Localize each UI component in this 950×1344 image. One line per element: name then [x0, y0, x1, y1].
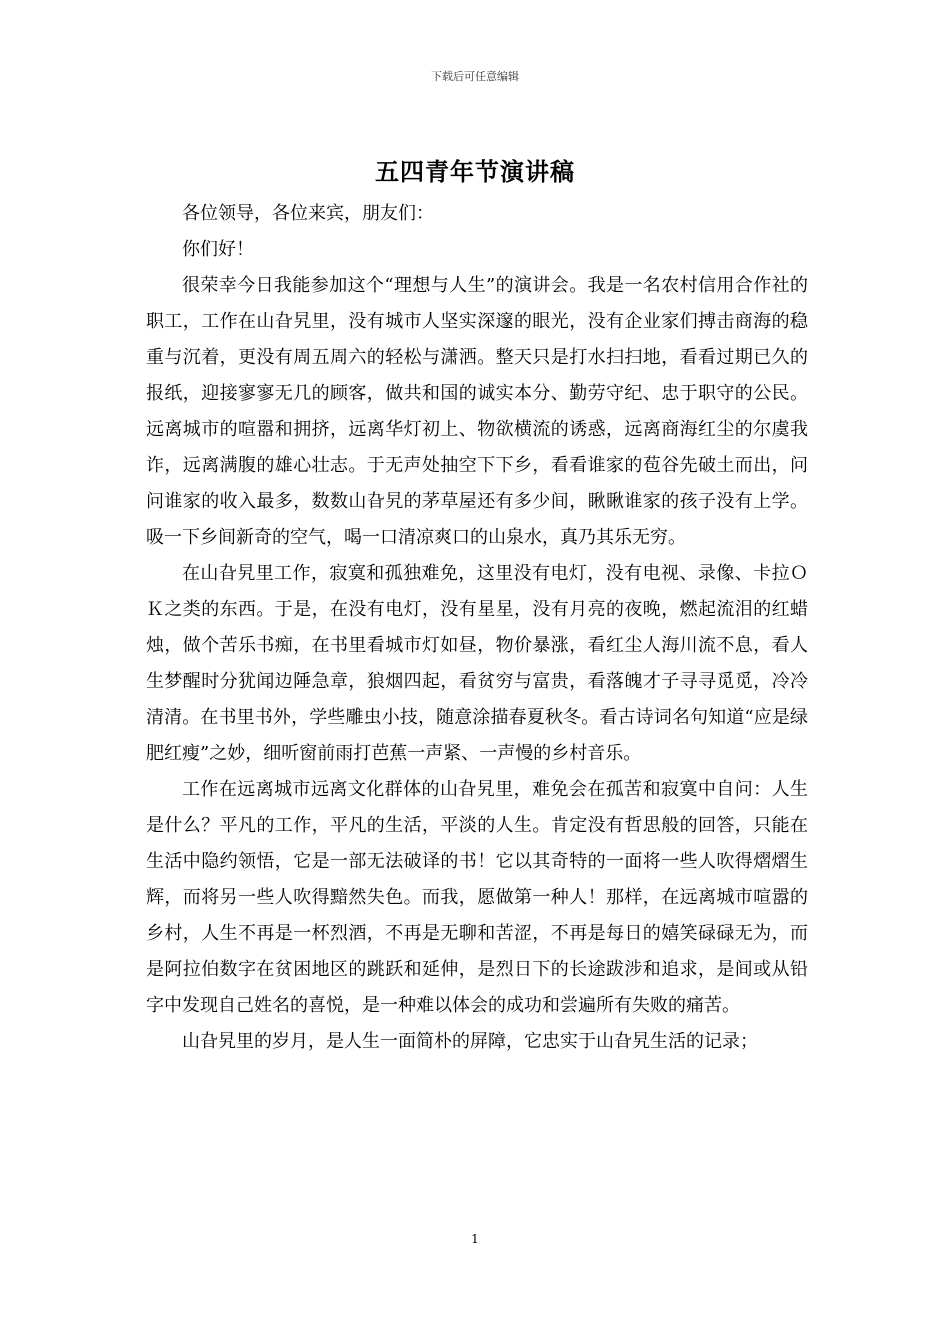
paragraph-solitude: 在山旮旯里工作，寂寞和孤独难免，这里没有电灯，没有电视、录像、卡拉ＯＫ之类的东西。于是，在没有电灯，没有星星，没有月亮的夜晚，燃起流泪的红蜡烛，做个苦乐书痴，在书里看城市灯如昼，物价暴涨，看红尘人海川流不息，看人生梦醒时分犹闻边陲急章，狼烟四起，看贫穷与富贵，看落魄才子寻寻觅觅，冷冷清清。在书里书外，学些雕虫小技，随意涂描春夏秋冬。看古诗词名句知道“应是绿肥红瘦”之妙，细听窗前雨打芭蕉一声紧、一声慢的乡村音乐。	[146, 563, 808, 764]
paragraph-introduction: 很荣幸今日我能参加这个“理想与人生”的演讲会。我是一名农村信用合作社的职工，工作在山旮旯里，没有城市人坚实深邃的眼光，没有企业家们搏击商海的稳重与沉着，更没有周五周六的轻松与潇洒。整天只是打水扫扫地，看看过期已久的报纸，迎接寥寥无几的顾客，做共和国的诚实本分、勤劳守纪、忠于职守的公民。远离城市的喧嚣和拥挤，远离华灯初上、物欲横流的诱惑，远离商海红尘的尔虞我诈，远离满腹的雄心壮志。于无声处抽空下下乡，看看谁家的苞谷先破土而出，问问谁家的收入最多，数数山旮旯的茅草屋还有多少间，瞅瞅谁家的孩子没有上学。吸一下乡间新奇的空气，喝一口清凉爽口的山泉水，真乃其乐无穷。	[146, 275, 808, 548]
paragraph-reflection: 工作在远离城市远离文化群体的山旮旯里，难免会在孤苦和寂寞中自问：人生是什么？平凡的工作，平凡的生活，平淡的人生。肯定没有哲思般的回答，只能在生活中隐约领悟，它是一部无法破译的书！它以其奇特的一面将一些人吹得熠熠生辉，而将另一些人吹得黯然失色。而我，愿做第一种人！那样，在远离城市喧嚣的乡村，人生不再是一杯烈酒，不再是无聊和苦涩，不再是每日的嬉笑碌碌无为，而是阿拉伯数字在贫困地区的跳跃和延伸，是烈日下的长途跋涉和追求，是间或从铅字中发现自己姓名的喜悦，是一种难以体会的成功和尝遍所有失败的痛苦。	[146, 779, 808, 1016]
paragraph-greeting: 你们好！	[182, 239, 254, 260]
document-body	[146, 196, 808, 1060]
paragraph-years: 山旮旯里的岁月，是人生一面简朴的屏障，它忠实于山旮旯生活的记录；	[182, 1031, 758, 1052]
page-number: 1	[471, 1232, 479, 1246]
header-note: 下载后可任意编辑	[431, 70, 519, 83]
document-title: 五四青年节演讲稿	[375, 157, 575, 186]
paragraph-salutation: 各位领导，各位来宾，朋友们：	[182, 203, 434, 224]
